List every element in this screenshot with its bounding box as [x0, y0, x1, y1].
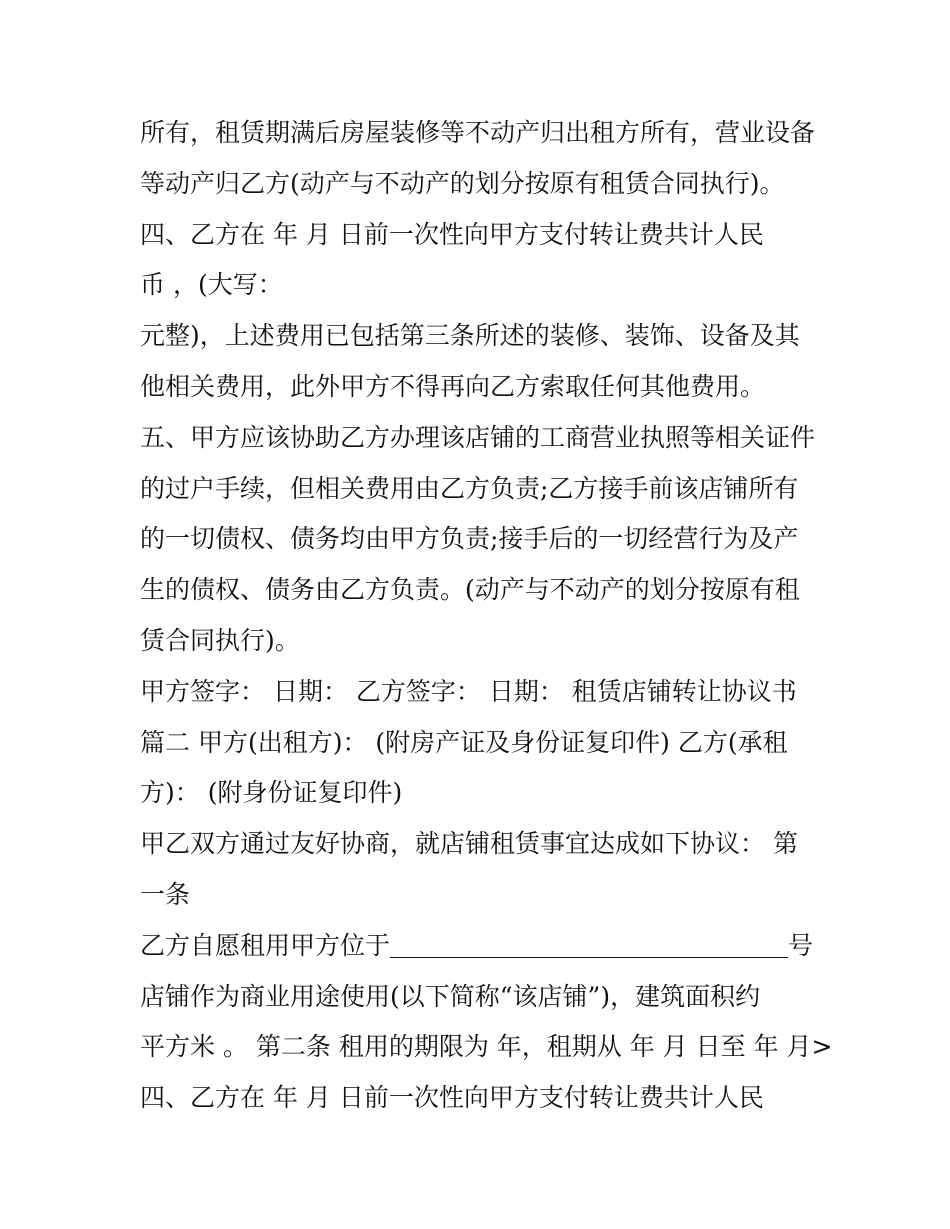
text-line-1: 所有，租赁期满后房屋装修等不动产归出租方所有，营业设备 [140, 118, 816, 147]
blank-underline [390, 927, 788, 958]
text-line-17-after: 号 [788, 930, 814, 960]
text-line-3: 四、乙方在 年 月 日前一次性向甲方支付转让费共计人民 [140, 219, 764, 249]
text-line-13: 篇二 甲方(出租方)： (附房产证及身份证复印件) 乙方(承租 [140, 727, 788, 757]
text-line-2: 等动产归乙方(动产与不动产的划分按原有租赁合同执行)。 [140, 168, 785, 198]
text-line-11: 赁合同执行)。 [140, 625, 300, 655]
text-line-17 [140, 921, 820, 972]
text-line-20: 四、乙方在 年 月 日前一次性向甲方支付转让费共计人民 [140, 1083, 764, 1113]
text-line-16: 一条 [140, 879, 191, 909]
text-line-10: 生的债权、债务由乙方负责。(动产与不动产的划分按原有租 [140, 575, 800, 605]
text-line-17-before: 乙方自愿租用甲方位于 [140, 930, 391, 960]
text-line-9: 的一切债权、债务均由甲方负责;接手后的一切经营行为及产 [140, 524, 799, 554]
text-line-14: 方)： (附身份证复印件) [140, 778, 403, 808]
text-line-4: 币 ，(大写： [140, 270, 283, 300]
text-line-19: 平方米 。 第二条 租用的期限为 年，租期从 年 月 日至 年 月> [140, 1032, 833, 1062]
text-line-6: 他相关费用，此外甲方不得再向乙方索取任何其他费用。 [140, 371, 766, 401]
text-line-8: 的过户手续，但相关费用由乙方负责;乙方接手前该店铺所有 [140, 473, 799, 503]
text-line-12: 甲方签字： 日期： 乙方签字： 日期： 租赁店铺转让协议书 [140, 676, 797, 706]
text-line-7: 五、甲方应该协助乙方办理该店铺的工商营业执照等相关证件 [140, 422, 816, 452]
text-line-5: 元整)，上述费用已包括第三条所述的装修、装饰、设备及其 [140, 321, 800, 351]
text-line-15: 甲乙双方通过友好协商，就店铺租赁事宜达成如下协议： 第 [140, 829, 798, 859]
text-line-18: 店铺作为商业用途使用(以下简称“该店铺”)，建筑面积约 [140, 981, 761, 1011]
document-body [140, 108, 833, 1124]
